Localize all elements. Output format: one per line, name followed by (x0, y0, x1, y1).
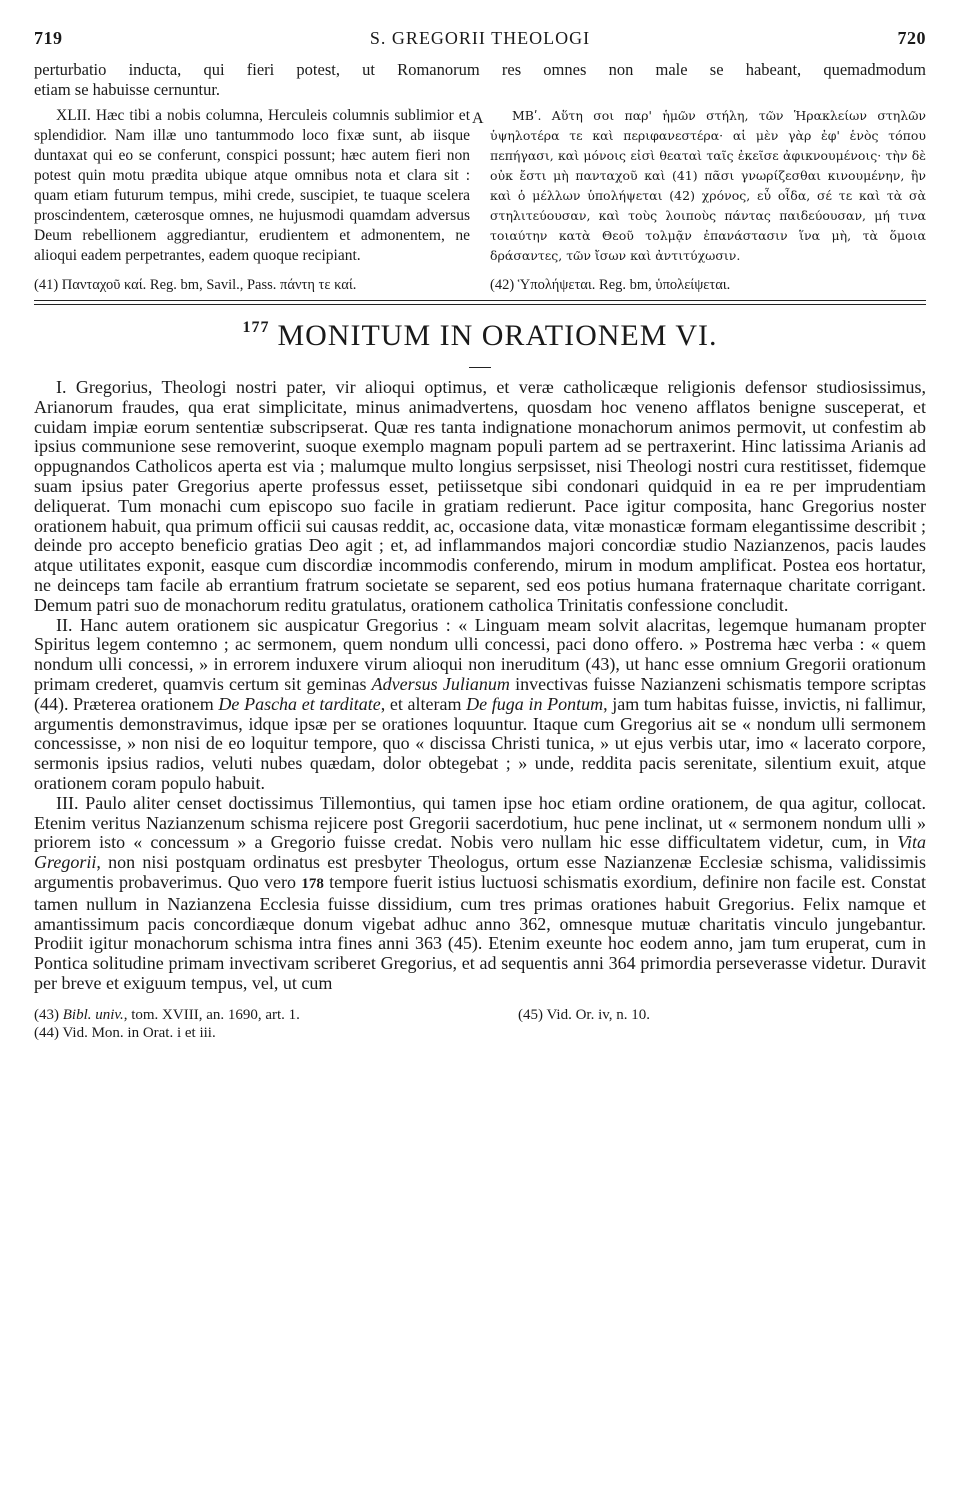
double-rule (34, 300, 926, 305)
section-marker: A (472, 110, 484, 127)
left-page-number: 719 (34, 28, 63, 48)
heading-title: MONITUM IN ORATIONEM VI. (277, 319, 718, 352)
fn43-ref: , tom. XVIII, an. 1690, art. 1. (123, 1006, 300, 1023)
p2-text-a: II. Hanc autem orationem sic auspicatur Gregorius : « Linguam meam solvit alacritas, legemque humanam propter Spiritus legem contemno ; ac sermonem, quem nondum ulli concessi, paci dono offero. » Postrema hæc verba : « quem nondum ulli concessi, » in errorem induxere virum alioqui non ineruditum (43), ut hanc esse omnium Gregorii orationum primam crederet, quamvis certum sit geminas (34, 614, 926, 694)
continuation-line-2: etiam se habuisse cernuntur. (34, 80, 221, 99)
column-notes (34, 276, 926, 294)
p3-text-a: III. Paulo aliter censet doctissimus Tillemontius, qui tamen ipse hoc etiam ordine orationem, de qua agitur, collocat. Etenim veritus Nazianzenum schisma rejicere post Gregorii sacerdotium, huc pene inclinat, ut « sermonem nondum ulli » priorem isto « concessum » a Gregorio fuisse credat. Nobis vero nullam hic esse difficultatem videtur, cum, in (34, 792, 926, 853)
footnotes (34, 1006, 926, 1042)
paragraph-2 (34, 616, 926, 794)
right-page-number: 720 (897, 28, 926, 48)
footnote-43 (34, 1006, 518, 1024)
heading-column-number: 177 (242, 319, 270, 336)
heading-dash (469, 367, 491, 368)
p3-text-c: tempore fuerit istius luctuosi schismatis exordium, definire non facile est. Constat tamen nullum in Nazianzena Ecclesia fuisse dissidium, cum tres primas orationes habuit Gregorius. Felix namque et amantissimum pacis concordiæque donum vigebat adhuc anno 362, omnesque mutuæ charitatis vinculo jungebantur. Prodiit igitur monachorum schisma intra fines anni 363 (45). Etenim exeunte hoc eodem anno, jam tum eruperat, cum in Pontica solitudine primam invectivam scriberet Gregorius, et ad sequentis anni 364 primordia perseverasse videtur. Duravit per breve et exiguum tempus, vel, ut cum (34, 871, 926, 993)
p3-text-b: , non nisi postquam ordinatus est presbyter Theologus, ortum esse Nazianzenæ Ecclesiæ schisma, validissimis argumentis probaverimus. Quo vero (34, 852, 926, 892)
page (34, 28, 926, 1042)
monitum-body (34, 378, 926, 994)
section-heading (34, 319, 926, 353)
continuation-line-1: perturbatio inducta, qui fieri potest, ut Romanorum res omnes non male se habeant, quemadmodum (34, 60, 926, 79)
continuation-text (34, 60, 926, 100)
parallel-columns (34, 106, 926, 266)
paragraph-3 (34, 794, 926, 994)
latin-column (34, 106, 470, 266)
latin-paragraph: XLII. Hæc tibi a nobis columna, Herculeis columnis sublimior et splendidior. Nam illæ uno tantummodo loco fixæ sunt, ab iisque duntaxat qui eo se conferunt, conspici possunt; hæc autem fieri non potest quin motu prædita ubique atque omnibus nota et clara sit : quam etiam futurum tempus, mihi crede, suscipiet, te tuaque scelera proscindentem, cæterosque omnes, ne hujusmodi quamdam adversus Deum rebellionem aggrediantur, erudientem et admonentem, ne alioqui eadem perpetrantes, eadem quoque recipiant. (34, 107, 470, 264)
running-header (34, 28, 926, 54)
paragraph-1: I. Gregorius, Theologi nostri pater, vir alioqui optimus, et veræ catholicæque religionis defensor studiosissimus, Arianorum fraudes, qua erat simplicitate, minus animadvertens, quosdam hoc veneno afflatos benigne susceperat, et cuidam impiæ eorum sententiæ subscripserat. Quæ res tanta indignatione monachorum animos permovit, ut confestim ab ipsius communione sese removerint, suoque exemplo magnam populi partem ad se pertraxerint. Hinc latissima Arianis ad oppugnandos Catholicos aperta est via ; malumque multo longius serpsisset, nisi Theologi nostri cura restitisset, fidemque suam ipsius pater Gregorius aperte professus esset, petiissetque sibi condonari quidquid in ea re per imprudentiam deliquerat. Tum monachi cum episcopo suo facile in gratiam redierunt. Pace igitur composita, hanc Gregorius noster orationem habuit, qua primum officii sui causas reddit, ac, occasione data, vitæ monasticæ formam elegantissime describit ; deinde pro accepto beneficio gratias Deo agit ; et, ad inflammandos majori concordiæ studio Nazianzenos, pacis laudes atque utilitates exponit, easque cum discordiæ incommodis conferendo, mirum in modum amplificat. Postea eos hortatur, ne deinceps tam facile ab errantium fratrum societate se separent, sed eos potius humana fraternaque charitate corrigant. Demum patri suo de monachorum reditu gratulatus, orationem catholica Trinitatis confessione concludit. (34, 377, 926, 615)
footnote-44: (44) Vid. Mon. in Orat. i et iii. (34, 1024, 216, 1041)
footnote-row-1 (34, 1006, 926, 1024)
running-title: S. GREGORII THEOLOGI (369, 28, 591, 48)
fn43-title: Bibl. univ. (62, 1006, 124, 1023)
note-41: (41) Πανταχοῦ καί. Reg. bm, Savil., Pass. πάντη τε καί. (34, 277, 357, 293)
p2-title-de-pascha: De Pascha et tarditate (218, 693, 381, 714)
greek-column (490, 106, 926, 266)
p2-text-d: , jam tum habitas fuisse, invictis, ni fallimur, argumentis demonstravimus, idque ipsæ per se orationes loquuntur. Itaque cum Gregorius ait se « nondum ulli sermonem concessisse, » non nisi de eo loquitur tempore, quo « discissa Christi tunica, » ut ejus verbis utar, imo « lacerato corpore, sermonis ipsius radios, veluti nubes quædam, dolor obtegebat ; » unde, reddita pacis serenitate, silentium exuit, atque orationem coram populo habuit. (34, 693, 926, 793)
footnote-45: (45) Vid. Or. iv, n. 10. (518, 1006, 651, 1023)
fn43-label: (43) (34, 1006, 63, 1023)
inline-column-number: 178 (301, 875, 324, 892)
footnote-row-2 (34, 1024, 926, 1042)
note-42: (42) Ὑπολήψεται. Reg. bm, ὑπολείψεται. (490, 277, 731, 293)
greek-paragraph: ΜΒʹ. Αὕτη σοι παρ' ἡμῶν στήλη, τῶν Ἡρακλείων στηλῶν ὑψηλοτέρα τε καὶ περιφανεστέρα· αἱ μὲν γὰρ ἐφ' ἑνὸς τόπου πεπήγασι, καὶ μόνοις εἰσὶ θεαταὶ ταῖς ἐκεῖσε ἀφικνουμένοις· τὴν δὲ οὐκ ἔστι μὴ πανταχοῦ καὶ (41) πᾶσι γνωρίζεσθαι κινουμένην, ἣν καὶ ὁ μέλλων ὑπολήψεται (42) χρόνος, εὖ οἶδα, σέ τε καὶ τὰ σὰ στηλιτεύουσαν, καὶ τοὺς λοιποὺς πάντας παιδεύουσαν, μή τινα τοιαύτην κατὰ Θεοῦ τολμᾷν ἐπανάστασιν ἵνα μὴ, τὰ ὅμοια δράσαντες, τῶν ἴσων καὶ ἀντιτύχωσιν. (490, 108, 926, 263)
p2-text-b: invectivas fuisse Nazianzeni schismatis tempore scriptas (44). Præterea orationem (34, 673, 927, 714)
p2-text-c: , et alteram (380, 693, 467, 714)
p2-title-de-fuga: De fuga in Pontum (466, 693, 604, 714)
p2-title-adversus-julianum: Adversus Julianum (371, 673, 510, 694)
p3-title-vita-gregorii: Vita Gregorii (34, 832, 926, 873)
